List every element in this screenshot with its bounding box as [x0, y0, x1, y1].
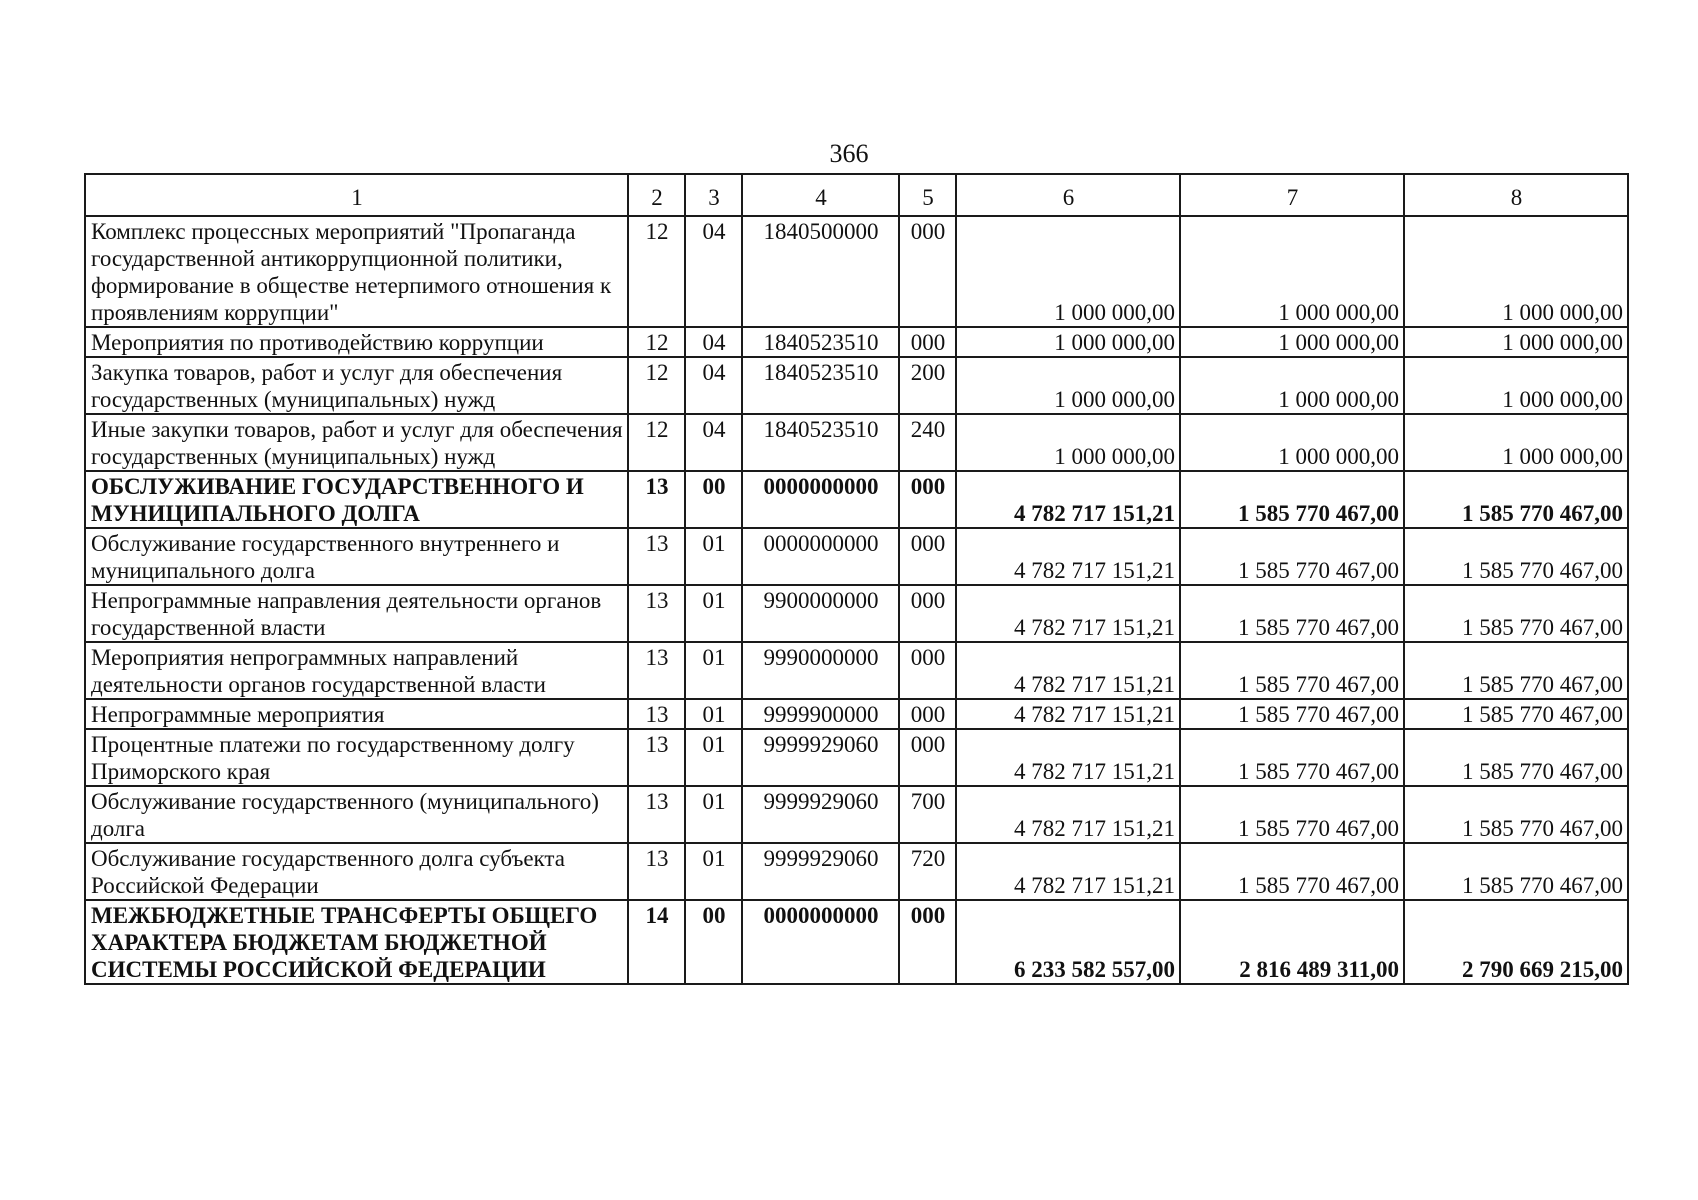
header-cell: 1	[85, 174, 628, 216]
section-code: 13	[628, 699, 685, 729]
table-row	[85, 216, 1628, 327]
subsection-code: 01	[685, 843, 742, 900]
amount-col-7: 1 000 000,00	[1180, 357, 1404, 414]
amount-col-8: 2 790 669 215,00	[1404, 900, 1628, 984]
row-name: Комплекс процессных мероприятий "Пропаганда государственной антикоррупционной политики, формирование в обществе нетерпимого отношения к проявлениям коррупции"	[85, 216, 628, 327]
header-cell: 4	[742, 174, 899, 216]
amount-col-7: 1 585 770 467,00	[1180, 729, 1404, 786]
subsection-code: 00	[685, 471, 742, 528]
table-row	[85, 699, 1628, 729]
table-row	[85, 585, 1628, 642]
row-name: Мероприятия по противодействию коррупции	[85, 327, 628, 357]
amount-col-7: 1 000 000,00	[1180, 216, 1404, 327]
section-code: 13	[628, 786, 685, 843]
row-name: ОБСЛУЖИВАНИЕ ГОСУДАРСТВЕННОГО И МУНИЦИПАЛЬНОГО ДОЛГА	[85, 471, 628, 528]
header-cell: 5	[899, 174, 956, 216]
table-row	[85, 528, 1628, 585]
amount-col-8: 1 585 770 467,00	[1404, 642, 1628, 699]
subsection-code: 04	[685, 216, 742, 327]
target-article-code: 9990000000	[742, 642, 899, 699]
row-name: Непрограммные направления деятельности органов государственной власти	[85, 585, 628, 642]
amount-col-6: 1 000 000,00	[956, 216, 1180, 327]
table-row	[85, 729, 1628, 786]
expense-type-code: 000	[899, 528, 956, 585]
section-code: 12	[628, 327, 685, 357]
row-name: Закупка товаров, работ и услуг для обеспечения государственных (муниципальных) нужд	[85, 357, 628, 414]
table-row	[85, 900, 1628, 984]
target-article-code: 0000000000	[742, 900, 899, 984]
amount-col-8: 1 000 000,00	[1404, 414, 1628, 471]
subsection-code: 04	[685, 357, 742, 414]
target-article-code: 1840523510	[742, 414, 899, 471]
subsection-code: 01	[685, 786, 742, 843]
target-article-code: 9999929060	[742, 786, 899, 843]
table-row	[85, 843, 1628, 900]
expense-type-code: 000	[899, 699, 956, 729]
expense-type-code: 000	[899, 471, 956, 528]
table-row	[85, 471, 1628, 528]
target-article-code: 1840523510	[742, 327, 899, 357]
row-name: Обслуживание государственного (муниципального) долга	[85, 786, 628, 843]
table-row	[85, 357, 1628, 414]
table-row	[85, 786, 1628, 843]
target-article-code: 9999900000	[742, 699, 899, 729]
header-cell: 2	[628, 174, 685, 216]
target-article-code: 1840523510	[742, 357, 899, 414]
amount-col-6: 6 233 582 557,00	[956, 900, 1180, 984]
amount-col-7: 1 585 770 467,00	[1180, 528, 1404, 585]
amount-col-6: 4 782 717 151,21	[956, 699, 1180, 729]
amount-col-7: 2 816 489 311,00	[1180, 900, 1404, 984]
amount-col-6: 4 782 717 151,21	[956, 585, 1180, 642]
subsection-code: 00	[685, 900, 742, 984]
target-article-code: 9999929060	[742, 729, 899, 786]
row-name: Непрограммные мероприятия	[85, 699, 628, 729]
target-article-code: 0000000000	[742, 528, 899, 585]
page-number: 366	[829, 139, 869, 168]
table-row	[85, 414, 1628, 471]
subsection-code: 01	[685, 642, 742, 699]
table-body	[85, 174, 1628, 984]
header-cell: 3	[685, 174, 742, 216]
amount-col-8: 1 585 770 467,00	[1404, 699, 1628, 729]
amount-col-6: 4 782 717 151,21	[956, 471, 1180, 528]
amount-col-8: 1 585 770 467,00	[1404, 786, 1628, 843]
header-row	[85, 174, 1628, 216]
amount-col-6: 1 000 000,00	[956, 414, 1180, 471]
target-article-code: 9999929060	[742, 843, 899, 900]
target-article-code: 9900000000	[742, 585, 899, 642]
section-code: 13	[628, 843, 685, 900]
subsection-code: 04	[685, 327, 742, 357]
amount-col-6: 4 782 717 151,21	[956, 786, 1180, 843]
amount-col-8: 1 585 770 467,00	[1404, 843, 1628, 900]
amount-col-7: 1 585 770 467,00	[1180, 699, 1404, 729]
section-code: 12	[628, 414, 685, 471]
subsection-code: 01	[685, 729, 742, 786]
row-name: Иные закупки товаров, работ и услуг для обеспечения государственных (муниципальных) нужд	[85, 414, 628, 471]
section-code: 13	[628, 642, 685, 699]
amount-col-6: 1 000 000,00	[956, 357, 1180, 414]
amount-col-8: 1 000 000,00	[1404, 327, 1628, 357]
row-name: Процентные платежи по государственному долгу Приморского края	[85, 729, 628, 786]
row-name: Обслуживание государственного долга субъекта Российской Федерации	[85, 843, 628, 900]
subsection-code: 01	[685, 528, 742, 585]
row-name: МЕЖБЮДЖЕТНЫЕ ТРАНСФЕРТЫ ОБЩЕГО ХАРАКТЕРА БЮДЖЕТАМ БЮДЖЕТНОЙ СИСТЕМЫ РОССИЙСКОЙ ФЕДЕРАЦИИ	[85, 900, 628, 984]
amount-col-8: 1 000 000,00	[1404, 216, 1628, 327]
section-code: 12	[628, 216, 685, 327]
amount-col-8: 1 585 770 467,00	[1404, 471, 1628, 528]
amount-col-7: 1 585 770 467,00	[1180, 471, 1404, 528]
amount-col-6: 4 782 717 151,21	[956, 843, 1180, 900]
expense-type-code: 200	[899, 357, 956, 414]
table-row	[85, 642, 1628, 699]
amount-col-8: 1 585 770 467,00	[1404, 528, 1628, 585]
amount-col-8: 1 000 000,00	[1404, 357, 1628, 414]
section-code: 13	[628, 729, 685, 786]
subsection-code: 01	[685, 699, 742, 729]
header-cell: 7	[1180, 174, 1404, 216]
amount-col-7: 1 000 000,00	[1180, 327, 1404, 357]
section-code: 13	[628, 585, 685, 642]
expense-type-code: 000	[899, 327, 956, 357]
row-name: Обслуживание государственного внутреннего и муниципального долга	[85, 528, 628, 585]
amount-col-6: 4 782 717 151,21	[956, 528, 1180, 585]
target-article-code: 0000000000	[742, 471, 899, 528]
section-code: 13	[628, 528, 685, 585]
amount-col-8: 1 585 770 467,00	[1404, 585, 1628, 642]
amount-col-6: 4 782 717 151,21	[956, 729, 1180, 786]
expense-type-code: 700	[899, 786, 956, 843]
expense-type-code: 000	[899, 642, 956, 699]
subsection-code: 01	[685, 585, 742, 642]
amount-col-7: 1 585 770 467,00	[1180, 843, 1404, 900]
table-row	[85, 327, 1628, 357]
header-cell: 8	[1404, 174, 1628, 216]
amount-col-6: 1 000 000,00	[956, 327, 1180, 357]
amount-col-7: 1 000 000,00	[1180, 414, 1404, 471]
expense-type-code: 000	[899, 585, 956, 642]
amount-col-7: 1 585 770 467,00	[1180, 585, 1404, 642]
expense-type-code: 000	[899, 900, 956, 984]
amount-col-7: 1 585 770 467,00	[1180, 642, 1404, 699]
target-article-code: 1840500000	[742, 216, 899, 327]
section-code: 12	[628, 357, 685, 414]
expense-type-code: 000	[899, 216, 956, 327]
expense-type-code: 240	[899, 414, 956, 471]
header-cell: 6	[956, 174, 1180, 216]
budget-table	[84, 173, 1629, 985]
section-code: 14	[628, 900, 685, 984]
row-name: Мероприятия непрограммных направлений деятельности органов государственной власти	[85, 642, 628, 699]
amount-col-8: 1 585 770 467,00	[1404, 729, 1628, 786]
amount-col-7: 1 585 770 467,00	[1180, 786, 1404, 843]
amount-col-6: 4 782 717 151,21	[956, 642, 1180, 699]
subsection-code: 04	[685, 414, 742, 471]
expense-type-code: 000	[899, 729, 956, 786]
expense-type-code: 720	[899, 843, 956, 900]
section-code: 13	[628, 471, 685, 528]
